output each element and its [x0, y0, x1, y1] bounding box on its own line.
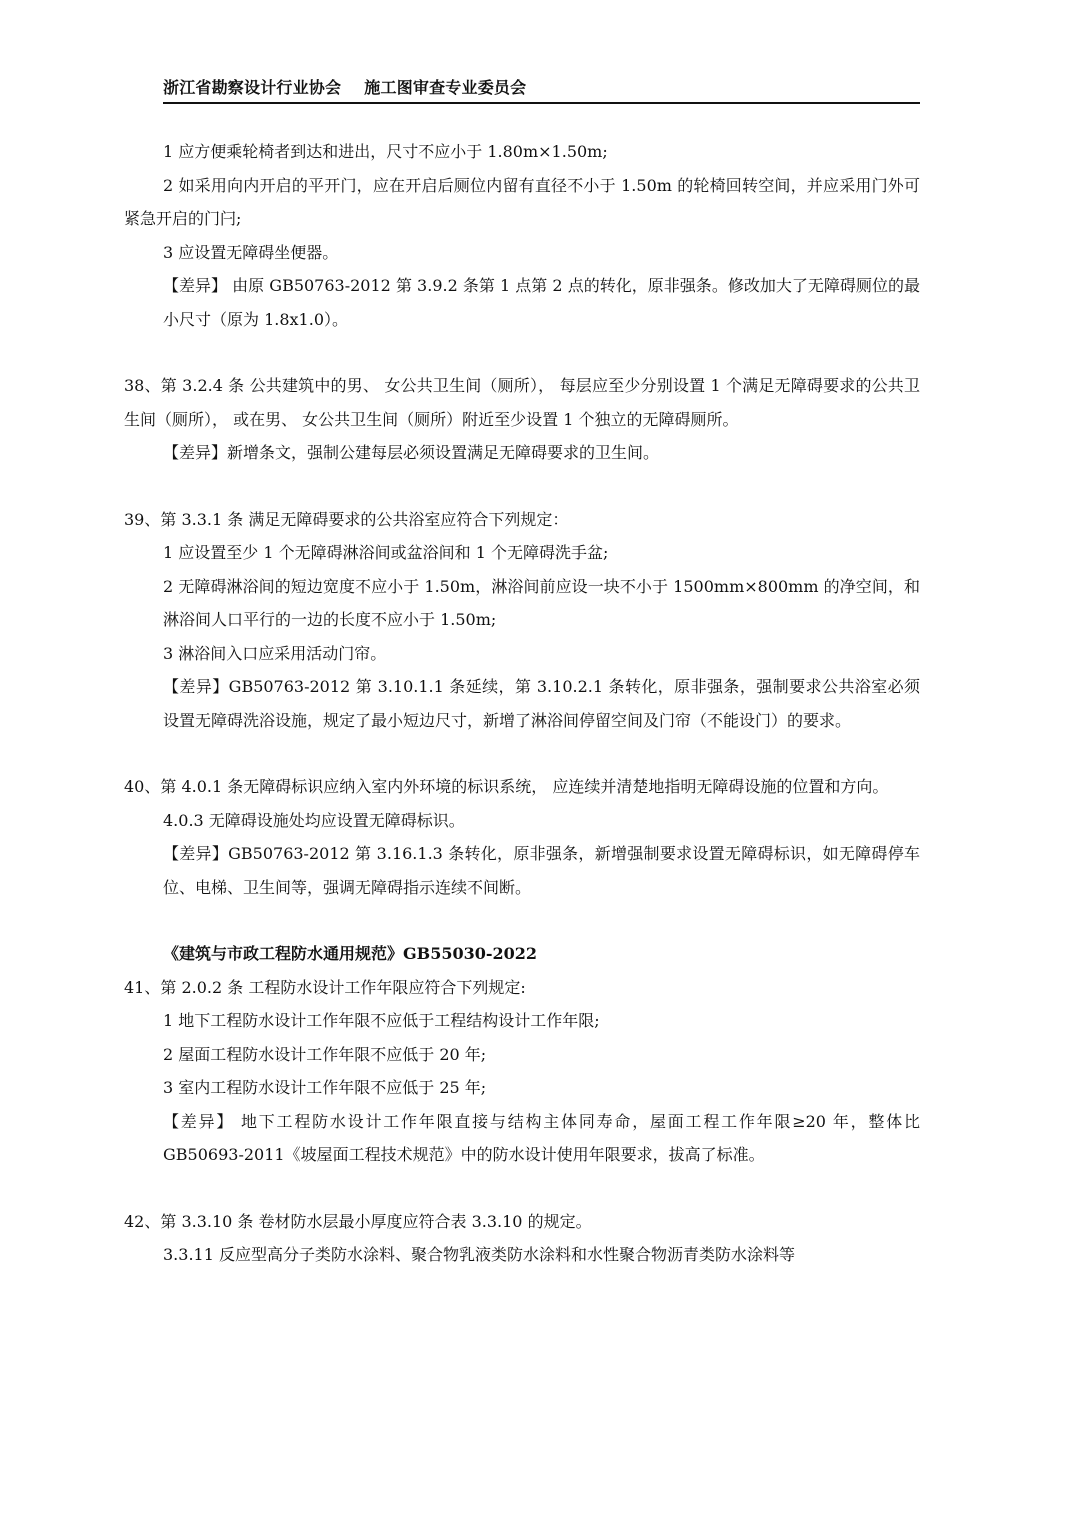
paragraph: 【差异】GB50763-2012 第 3.10.1.1 条延续，第 3.10.2.1 条转化，原非强条，强制要求公共浴室必须设置无障碍洗浴设施，规定了最小短边尺寸，新增了淋浴间停留空间及门帘（不能设门）的要求。 — [163, 677, 920, 730]
paragraph: 41、第 2.0.2 条 工程防水设计工作年限应符合下列规定: — [124, 977, 526, 997]
paragraph: 4.0.3 无障碍设施处均应设置无障碍标识。 — [163, 810, 465, 830]
section-gap — [124, 904, 920, 937]
page-header — [163, 78, 920, 104]
paragraph: 3 淋浴间入口应采用活动门帘。 — [163, 643, 387, 663]
paragraph: 2 无障碍淋浴间的短边宽度不应小于 1.50m，淋浴间前应设一块不小于 1500mm×800mm 的净空间，和淋浴间人口平行的一边的长度不应小于 1.50m; — [163, 576, 920, 629]
header-committee: 施工图审查专业委员会 — [364, 78, 527, 97]
paragraph: 38、第 3.2.4 条 公共建筑中的男、 女公共卫生间（厕所）， 每层应至少分别设置 1 个满足无障碍要求的公共卫生间（厕所）， 或在男、 女公共卫生间（厕所）附近至少设置 1 个独立的无障碍厕所。 — [124, 376, 920, 429]
section-gap — [124, 1172, 920, 1205]
paragraph: 3.3.11 反应型高分子类防水涂料、聚合物乳液类防水涂料和水性聚合物沥青类防水涂料等 — [163, 1245, 795, 1264]
paragraph: 3 应设置无障碍坐便器。 — [163, 242, 339, 262]
paragraph: 【差异】 地下工程防水设计工作年限直接与结构主体同寿命，屋面工程工作年限≥20 年，整体比 GB50693-2011《坡屋面工程技术规范》中的防水设计使用年限要求，拔高了标准。 — [163, 1111, 920, 1164]
section-gap — [124, 470, 920, 503]
section-gap — [124, 336, 920, 369]
section-gap — [124, 737, 920, 770]
paragraph: 1 应方便乘轮椅者到达和进出，尺寸不应小于 1.80m×1.50m; — [163, 142, 608, 161]
paragraph: 【差异】新增条文，强制公建每层必须设置满足无障碍要求的卫生间。 — [163, 443, 660, 462]
paragraph: 2 屋面工程防水设计工作年限不应低于 20 年; — [163, 1044, 487, 1064]
paragraph: 42、第 3.3.10 条 卷材防水层最小厚度应符合表 3.3.10 的规定。 — [124, 1211, 592, 1231]
header-org: 浙江省勘察设计行业协会 — [163, 78, 342, 97]
paragraph: 【差异】 由原 GB50763-2012 第 3.9.2 条第 1 点第 2 点的转化，原非强条。修改加大了无障碍厕位的最小尺寸（原为 1.8x1.0）。 — [163, 276, 920, 329]
paragraph: 1 应设置至少 1 个无障碍淋浴间或盆浴间和 1 个无障碍洗手盆; — [163, 543, 609, 562]
paragraph: 40、第 4.0.1 条无障碍标识应纳入室内外环境的标识系统， 应连续并清楚地指明无障碍设施的位置和方向。 — [124, 777, 889, 796]
paragraph: 1 地下工程防水设计工作年限不应低于工程结构设计工作年限; — [163, 1011, 600, 1030]
section-heading: 《建筑与市政工程防水通用规范》GB55030-2022 — [163, 944, 538, 963]
paragraph: 【差异】GB50763-2012 第 3.16.1.3 条转化，原非强条，新增强制要求设置无障碍标识，如无障碍停车位、电梯、卫生间等，强调无障碍指示连续不间断。 — [163, 844, 920, 897]
paragraph: 2 如采用向内开启的平开门，应在开启后厕位内留有直径不小于 1.50m 的轮椅回转空间，并应采用门外可紧急开启的门闩; — [124, 175, 920, 228]
paragraph: 3 室内工程防水设计工作年限不应低于 25 年; — [163, 1078, 487, 1097]
document-body — [124, 135, 920, 1272]
paragraph: 39、第 3.3.1 条 满足无障碍要求的公共浴室应符合下列规定： — [124, 509, 569, 529]
